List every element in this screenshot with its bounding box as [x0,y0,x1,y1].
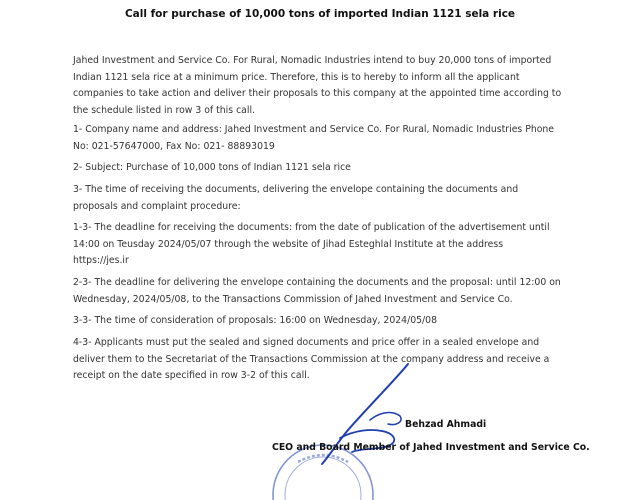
item-3-schedule [73,182,573,215]
document-title: Call for purchase of 10,000 tons of imported Indian 1121 sela rice [124,8,516,20]
item-3-3-line: 3-3- The time of consideration of proposals: 16:00 on Wednesday, 2024/05/08 [73,315,438,326]
item-4-line: receipt on the date specified in row 3-2 of this call. [73,370,310,381]
item-3-3-consideration [73,313,573,330]
item-2-line: 2- Subject: Purchase of 10,000 tons of Indian 1121 sela rice [73,162,351,173]
intro-line: companies to take action and deliver their proposals to this company at the appointed time according to [73,88,562,99]
item-3-line: proposals and complaint procedure: [73,200,241,212]
item-3-line: 3- The time of receiving the documents, delivering the envelope containing the documents and [73,184,519,195]
website-link[interactable]: https://jes.ir [73,255,129,266]
item-4-line: deliver them to the Secretariat of the Transactions Commission at the company address and receive a [73,353,550,365]
item-2-subject [73,160,573,177]
item-1-line: 1- Company name and address: Jahed Investment and Service Co. For Rural, Nomadic Industries Phone [73,124,555,135]
signatory-title: CEO and Board Member of Jahed Investment and Service Co. [272,442,590,453]
signatory-name: Behzad Ahmadi [405,419,487,430]
intro-line: the schedule listed in row 3 of this call. [73,104,255,116]
item-3-2-delivering [73,275,573,308]
item-3-1-line: 1-3- The deadline for receiving the documents: from the date of publication of the advertisement until [73,222,550,233]
intro-paragraph [73,53,573,119]
item-1-company [73,122,573,155]
item-4-line: 4-3- Applicants must put the sealed and signed documents and price offer in a sealed envelope and [73,337,540,348]
item-3-1-receiving [73,220,573,270]
handwritten-signature [300,360,440,470]
item-3-2-line: 2-3- The deadline for delivering the envelope containing the documents and the proposal: until 12:00 on [73,277,561,288]
intro-line: Jahed Investment and Service Co. For Rural, Nomadic Industries intend to buy 20,000 tons of imported [73,55,552,66]
intro-line: Indian 1121 sela rice at a minimum price. Therefore, this is to hereby to inform all the applicant [73,71,520,83]
item-3-2-line: Wednesday, 2024/05/08, to the Transactions Commission of Jahed Investment and Service Co. [73,293,513,305]
item-3-1-line: 14:00 on Teusday 2024/05/07 through the website of Jihad Esteghlal Institute at the address [73,238,504,250]
item-1-line: No: 021-57647000, Fax No: 021- 88893019 [73,140,275,152]
